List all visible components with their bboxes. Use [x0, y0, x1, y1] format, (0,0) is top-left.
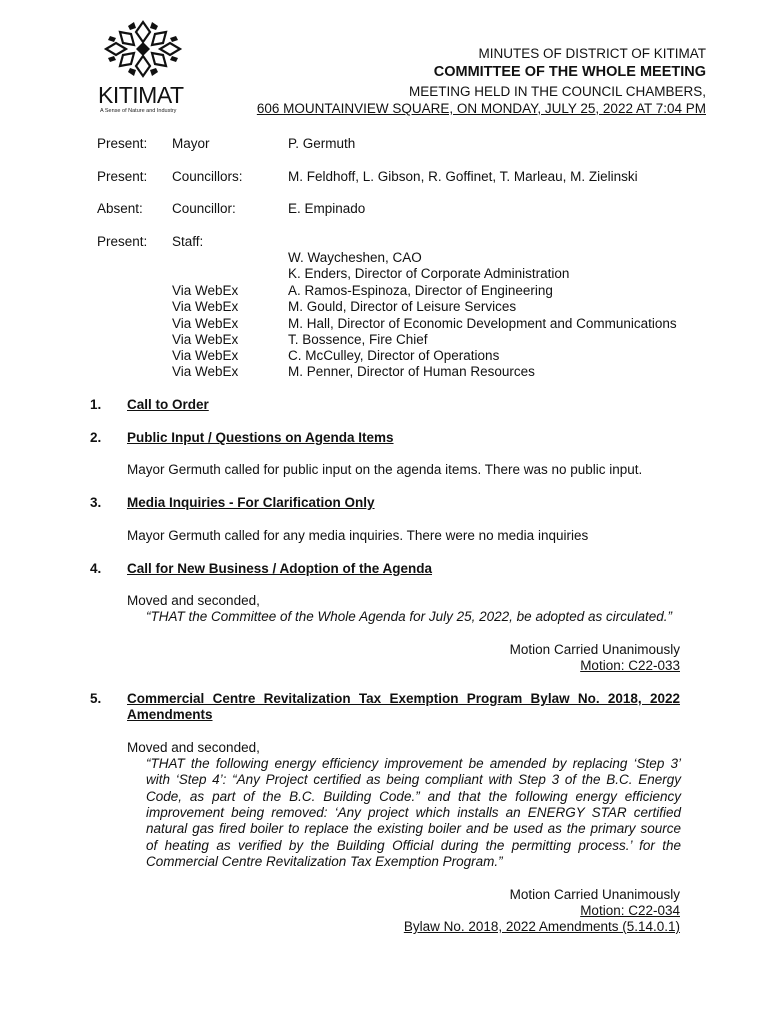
section-body: Mayor Germuth called for public input on the agenda items. There was no public input. — [127, 462, 643, 477]
staff-name: M. Gould, Director of Leisure Services — [288, 299, 517, 314]
moved-seconded: Moved and seconded, — [127, 593, 260, 608]
section-number: 1. — [90, 397, 102, 412]
section-title-new-business: Call for New Business / Adoption of the Agenda — [127, 561, 433, 576]
staff-mode: Via WebEx — [172, 364, 239, 379]
staff-mode: Via WebEx — [172, 316, 239, 331]
section-title-bylaw-line2: Amendments — [127, 707, 213, 722]
section-title-media-inquiries: Media Inquiries - For Clarification Only — [127, 495, 375, 510]
section-title-bylaw-line1: Commercial Centre Revitalization Tax Exemption Program Bylaw No. 2018, 2022 — [127, 691, 680, 706]
attendance-status: Present: — [97, 234, 148, 249]
meeting-location-date: 606 MOUNTAINVIEW SQUARE, ON MONDAY, JULY 25, 2022 AT 7:04 PM — [256, 101, 706, 116]
section-title-public-input: Public Input / Questions on Agenda Items — [127, 430, 394, 445]
motion-line: natural gas fired boiler to replace the existing boiler and be used as the primary source — [146, 821, 681, 836]
snowflake-emblem-icon — [98, 18, 188, 80]
motion-result: Motion Carried Unanimously — [509, 887, 680, 902]
staff-name: M. Hall, Director of Economic Development and Communications — [288, 316, 677, 331]
moved-seconded: Moved and seconded, — [127, 740, 260, 755]
logo-wordmark: KITIMAT — [98, 82, 184, 108]
attendance-status: Present: — [97, 169, 148, 184]
attendance-status: Absent: — [97, 201, 143, 216]
attendance-names: E. Empinado — [288, 201, 366, 216]
section-number: 5. — [90, 691, 102, 706]
motion-text: “THAT the Committee of the Whole Agenda for July 25, 2022, be adopted as circulated.” — [146, 609, 673, 624]
bylaw-reference: Bylaw No. 2018, 2022 Amendments (5.14.0.1) — [403, 919, 680, 934]
section-body: Mayor Germuth called for any media inquiries. There were no media inquiries — [127, 528, 589, 543]
section-number: 3. — [90, 495, 102, 510]
motion-number: Motion: C22-034 — [580, 903, 680, 918]
section-number: 4. — [90, 561, 102, 576]
motion-line: with ‘Step 4’: “Any Project certified as being compliant with Step 3 of the B.C. Energy — [146, 772, 681, 787]
attendance-status: Present: — [97, 136, 148, 151]
staff-name: T. Bossence, Fire Chief — [288, 332, 428, 347]
motion-line: Code, as part of the B.C. Building Code.” and that the following energy efficiency — [146, 789, 681, 804]
staff-name: W. Waycheshen, CAO — [288, 250, 422, 265]
attendance-role: Mayor — [172, 136, 210, 151]
attendance-role: Councillors: — [172, 169, 243, 184]
section-title-call-to-order: Call to Order — [127, 397, 209, 412]
attendance-names: P. Germuth — [288, 136, 356, 151]
staff-mode: Via WebEx — [172, 299, 239, 314]
header-line-1: MINUTES OF DISTRICT OF KITIMAT — [478, 46, 706, 61]
attendance-names: M. Feldhoff, L. Gibson, R. Goffinet, T. Marleau, M. Zielinski — [288, 169, 638, 184]
district-logo — [98, 18, 188, 122]
motion-result: Motion Carried Unanimously — [509, 642, 680, 657]
staff-mode: Via WebEx — [172, 348, 239, 363]
staff-name: K. Enders, Director of Corporate Administration — [288, 266, 570, 281]
motion-line: “THAT the following energy efficiency improvement be amended by replacing ‘Step 3’ — [146, 756, 681, 771]
attendance-role: Councillor: — [172, 201, 236, 216]
motion-line: improvement being removed: ‘Any project which installs an ENERGY STAR certified — [146, 805, 681, 820]
staff-name: M. Penner, Director of Human Resources — [288, 364, 535, 379]
attendance-role: Staff: — [172, 234, 204, 249]
staff-name: A. Ramos-Espinoza, Director of Engineering — [288, 283, 553, 298]
logo-tagline: A Sense of Nature and Industry — [100, 108, 177, 114]
staff-mode: Via WebEx — [172, 283, 239, 298]
staff-mode: Via WebEx — [172, 332, 239, 347]
motion-line: of heating as verified by the Building Official during the permitting process.’ for the — [146, 838, 681, 853]
motion-number: Motion: C22-033 — [580, 658, 680, 673]
section-number: 2. — [90, 430, 102, 445]
staff-name: C. McCulley, Director of Operations — [288, 348, 500, 363]
motion-line: Commercial Centre Revitalization Tax Exemption Program.” — [146, 854, 503, 869]
meeting-title: COMMITTEE OF THE WHOLE MEETING — [433, 64, 706, 80]
header-line-3: MEETING HELD IN THE COUNCIL CHAMBERS, — [408, 84, 706, 99]
